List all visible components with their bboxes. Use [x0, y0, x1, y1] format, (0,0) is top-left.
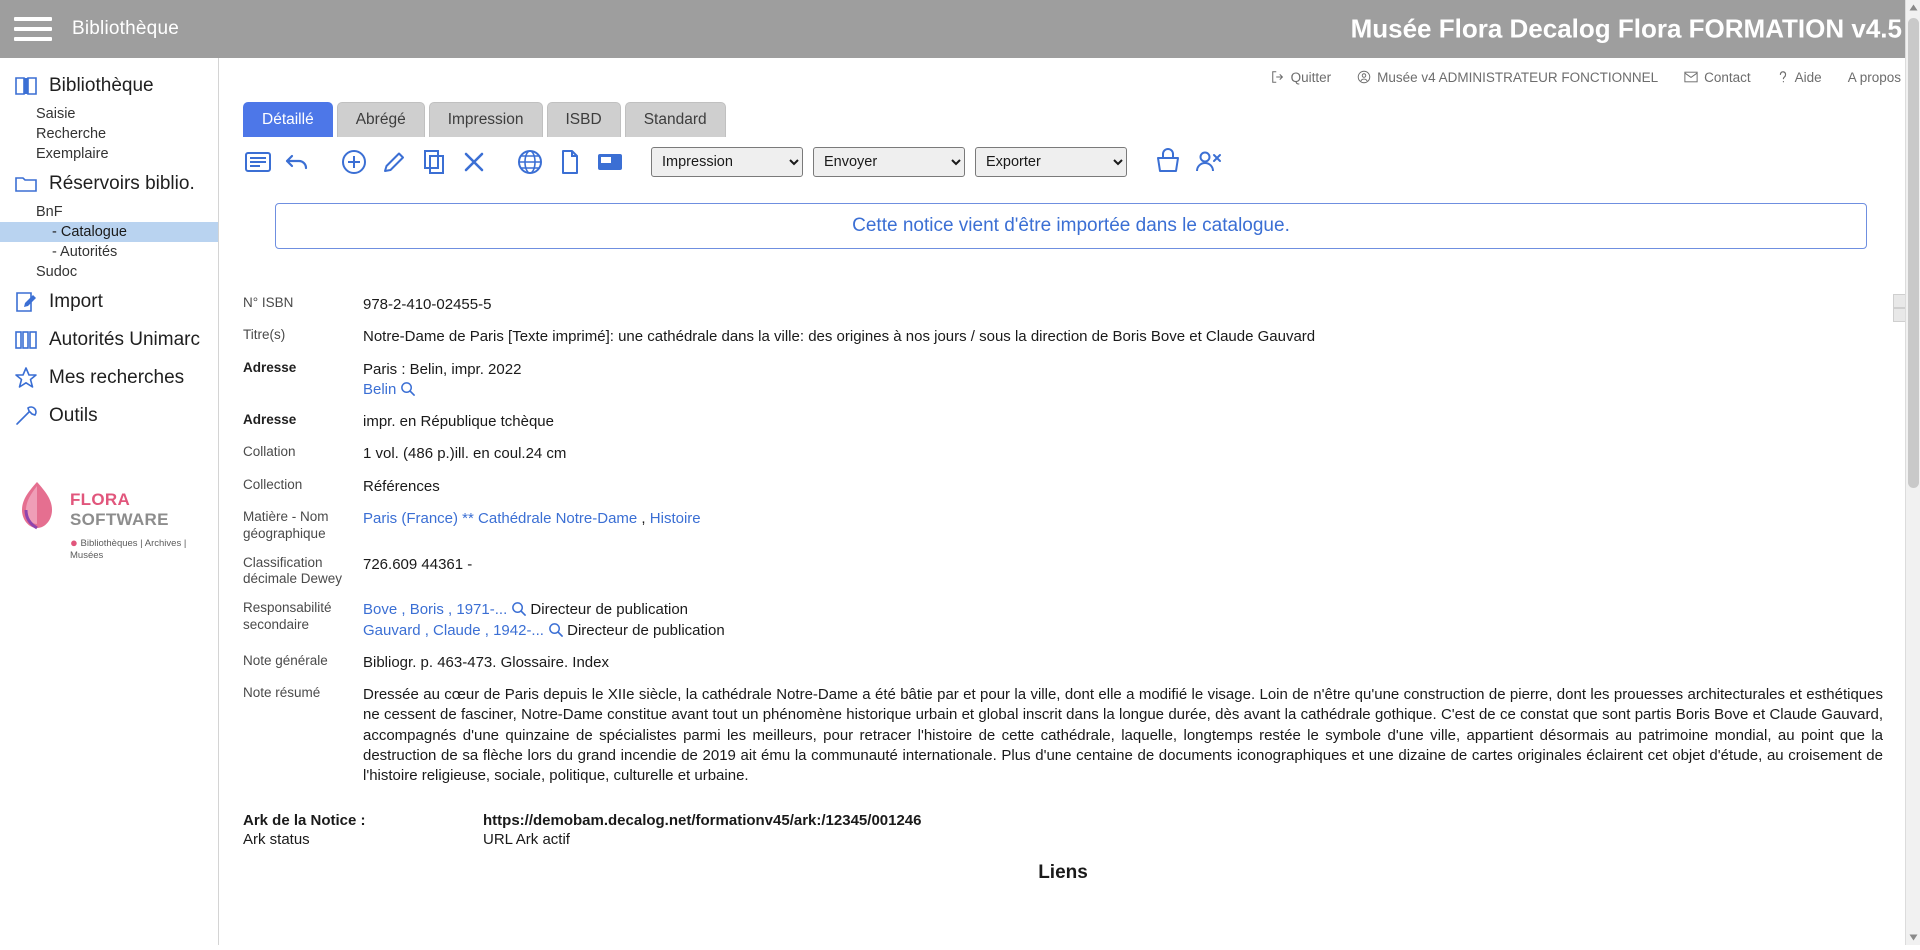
field-value-responsabilite: [363, 596, 1883, 649]
globe-icon[interactable]: [515, 147, 545, 177]
field-value-note-generale: Bibliogr. p. 463-473. Glossaire. Index: [363, 649, 1883, 681]
utility-bar: [219, 58, 1920, 88]
subject-separator: ,: [637, 510, 650, 527]
record-row-adresse-2: [243, 408, 1883, 440]
field-label-note-generale: Note générale: [243, 649, 363, 681]
author-link-2[interactable]: Gauvard , Claude , 1942-...: [363, 622, 544, 639]
main-panel: [219, 58, 1920, 945]
logout-icon: [1271, 70, 1285, 84]
field-label-collation: Collation: [243, 440, 363, 472]
view-tabs: [219, 88, 1920, 137]
flora-logo-icon: [14, 480, 60, 532]
sidebar-group-reservoirs: [0, 166, 218, 282]
screen-icon[interactable]: [595, 147, 625, 177]
contact-button[interactable]: [1684, 70, 1751, 85]
record-row-note-resume: [243, 681, 1883, 794]
adresse-text: Paris : Belin, impr. 2022: [363, 360, 1883, 380]
undo-icon[interactable]: [283, 147, 313, 177]
tab-standard[interactable]: Standard: [625, 102, 726, 137]
field-label-dewey: Classification décimale Dewey: [243, 551, 363, 597]
sidebar: [0, 58, 219, 945]
field-value-isbn: 978-2-410-02455-5: [363, 291, 1883, 323]
record-fields-table: [243, 291, 1883, 794]
quitter-button[interactable]: [1271, 70, 1332, 85]
sidebar-item-mes-recherches[interactable]: [0, 360, 218, 396]
field-value-collection: Références: [363, 473, 1883, 505]
export-select[interactable]: [975, 147, 1127, 177]
tab-detaille[interactable]: Détaillé: [243, 102, 333, 137]
scrollbar-thumb[interactable]: [1908, 18, 1919, 488]
ark-status-label: Ark status: [243, 831, 483, 848]
search-icon[interactable]: [400, 381, 415, 396]
import-success-banner: [275, 203, 1867, 249]
sidebar-item-label: Outils: [49, 405, 98, 427]
apropos-button[interactable]: [1848, 70, 1901, 85]
record-row-note-generale: [243, 649, 1883, 681]
brand-tagline: ● Bibliothèques | Archives | Musées: [70, 535, 218, 561]
subject-link-2[interactable]: Histoire: [650, 510, 701, 527]
field-value-dewey: 726.609 44361 -: [363, 551, 1883, 597]
record-row-responsabilite: [243, 596, 1883, 649]
ark-url: https://demobam.decalog.net/formationv45/ark:/12345/001246: [483, 812, 922, 829]
sidebar-group-import: [0, 284, 218, 320]
ark-block: [243, 812, 1883, 848]
record-row-collation: [243, 440, 1883, 472]
add-circle-icon[interactable]: [339, 147, 369, 177]
links-heading: Liens: [243, 862, 1883, 884]
ark-status-value: URL Ark actif: [483, 831, 922, 848]
list-view-icon[interactable]: [243, 147, 273, 177]
help-icon: [1777, 70, 1789, 84]
brand-name: FLORA SOFTWARE: [70, 490, 169, 529]
field-label-adresse-1: Adresse: [243, 356, 363, 409]
banner-message: Cette notice vient d'être importée dans le catalogue.: [852, 215, 1290, 237]
field-label-titre: Titre(s): [243, 323, 363, 355]
field-value-adresse-2: impr. en République tchèque: [363, 408, 1883, 440]
field-value-titre: Notre-Dame de Paris [Texte imprimé]: une cathédrale dans la ville: des origines à nos jours / sous la direction de Boris Bove et Claude Gauvard: [363, 323, 1883, 355]
tab-abrege[interactable]: Abrégé: [337, 102, 425, 137]
search-icon[interactable]: [548, 622, 563, 637]
send-select[interactable]: [813, 147, 965, 177]
delete-cross-icon[interactable]: [459, 147, 489, 177]
sidebar-item-label: Réservoirs biblio.: [49, 173, 195, 195]
field-label-responsabilite: Responsabilité secondaire: [243, 596, 363, 649]
field-label-isbn: N° ISBN: [243, 291, 363, 323]
sidebar-item-label: Autorités Unimarc: [49, 329, 200, 351]
copy-icon[interactable]: [419, 147, 449, 177]
author-role-2: Directeur de publication: [567, 622, 725, 639]
brand-logo: [0, 480, 218, 561]
record-row-dewey: [243, 551, 1883, 597]
sidebar-item-label: Bibliothèque: [49, 75, 154, 97]
field-value-matiere: [363, 505, 1883, 551]
print-select[interactable]: [651, 147, 803, 177]
contact-label: Contact: [1704, 70, 1751, 85]
mail-icon: [1684, 71, 1698, 83]
import-icon: [14, 290, 38, 314]
basket-icon[interactable]: [1153, 147, 1183, 177]
top-bar: [0, 0, 1920, 58]
hamburger-icon[interactable]: [14, 14, 54, 44]
aide-button[interactable]: [1777, 70, 1822, 85]
page-layout: [0, 58, 1920, 945]
tab-isbd[interactable]: ISBD: [547, 102, 621, 137]
field-value-note-resume: Dressée au cœur de Paris depuis le XIIe siècle, la cathédrale Notre-Dame a été bâtie par et pour la ville, dont elle a modifié le visage. Loin de n'être qu'une construction de pierre, dont les prouesses architecturales et esthétiques ne cessent de fasciner, Notre-Dame constitue avant tout un phénomène historique urbain et global inscrit dans la longue durée, dès avant la cathédrale gothique. C'est de ce constat que sont partis Boris Bove et Claude Gauvard, accompagnés d'une quinzaine de spécialistes parmi les meilleurs, pour retracer l'histoire de cette cathédrale, laquelle, longtemps restée le symbole d'une ville, appartient désormais au patrimoine mondial, au point que la destruction de sa flèche lors du grand incendie de 2019 ait ému la communauté internationale. Plus d'une centaine de documents iconographiques et une dizaine de cartes originales éclairent cet objet d'étude, au croisement de l'histoire religieuse, sociale, politique, culturelle et urbaine.: [363, 681, 1883, 794]
sidebar-group-outils: [0, 398, 218, 434]
search-icon[interactable]: [511, 601, 526, 616]
user-remove-icon[interactable]: [1193, 147, 1223, 177]
app-title: Musée Flora Decalog Flora FORMATION v4.5: [1351, 14, 1902, 45]
sidebar-item-outils[interactable]: [0, 398, 218, 434]
folder-icon: [14, 172, 38, 196]
record-toolbar: [219, 137, 1920, 187]
author-role-1: Directeur de publication: [530, 601, 688, 618]
sidebar-group-autorites-unimarc: [0, 322, 218, 358]
book-open-icon: [14, 74, 38, 98]
apropos-label: A propos: [1848, 70, 1901, 85]
field-value-collation: 1 vol. (486 p.)ill. en coul.24 cm: [363, 440, 1883, 472]
scroll-up-icon[interactable]: [1906, 0, 1920, 15]
record-row-isbn: [243, 291, 1883, 323]
sidebar-item-import[interactable]: [0, 284, 218, 320]
sidebar-item-label: Import: [49, 291, 103, 313]
sidebar-group-mes-recherches: [0, 360, 218, 396]
publisher-link[interactable]: Belin: [363, 381, 396, 398]
aide-label: Aide: [1795, 70, 1822, 85]
books-icon: [14, 328, 38, 352]
author-link-1[interactable]: Bove , Boris , 1971-...: [363, 601, 507, 618]
field-label-matiere: Matière - Nom géographique: [243, 505, 363, 551]
sidebar-item-autorites-unimarc[interactable]: [0, 322, 218, 358]
sidebar-item-sudoc[interactable]: Sudoc: [0, 262, 218, 282]
record-row-adresse-1: [243, 356, 1883, 409]
user-account-button[interactable]: [1357, 70, 1658, 85]
sidebar-item-autorites[interactable]: - Autorités: [0, 242, 218, 262]
page-scrollbar[interactable]: [1905, 0, 1920, 945]
sidebar-item-reservoirs-biblio[interactable]: [0, 166, 218, 202]
sidebar-item-bibliotheque[interactable]: [0, 68, 218, 104]
sidebar-group-bibliotheque: [0, 68, 218, 164]
user-circle-icon: [1357, 70, 1371, 84]
quitter-label: Quitter: [1291, 70, 1332, 85]
subject-link-1[interactable]: Paris (France) ** Cathédrale Notre-Dame: [363, 510, 637, 527]
record-row-collection: [243, 473, 1883, 505]
field-value-adresse-1: [363, 356, 1883, 409]
record-row-matiere: [243, 505, 1883, 551]
topbar-left-title: Bibliothèque: [72, 18, 179, 40]
user-account-label: Musée v4 ADMINISTRATEUR FONCTIONNEL: [1377, 70, 1658, 85]
sidebar-item-label: Mes recherches: [49, 367, 184, 389]
star-icon: [14, 366, 38, 390]
duplicate-page-icon[interactable]: [555, 147, 585, 177]
record-details: [243, 291, 1920, 945]
tools-icon: [14, 404, 38, 428]
sidebar-item-saisie[interactable]: Saisie: [0, 104, 218, 124]
sidebar-item-bnf[interactable]: BnF: [0, 202, 218, 222]
sidebar-item-recherche[interactable]: Recherche: [0, 124, 218, 144]
field-label-note-resume: Note résumé: [243, 681, 363, 794]
tab-impression[interactable]: Impression: [429, 102, 543, 137]
scroll-down-icon[interactable]: [1906, 930, 1920, 945]
field-label-collection: Collection: [243, 473, 363, 505]
sidebar-item-catalogue[interactable]: - Catalogue: [0, 222, 218, 242]
ark-label: Ark de la Notice :: [243, 812, 483, 829]
field-label-adresse-2: Adresse: [243, 408, 363, 440]
sidebar-item-exemplaire[interactable]: Exemplaire: [0, 144, 218, 164]
record-row-titre: [243, 323, 1883, 355]
edit-pencil-icon[interactable]: [379, 147, 409, 177]
